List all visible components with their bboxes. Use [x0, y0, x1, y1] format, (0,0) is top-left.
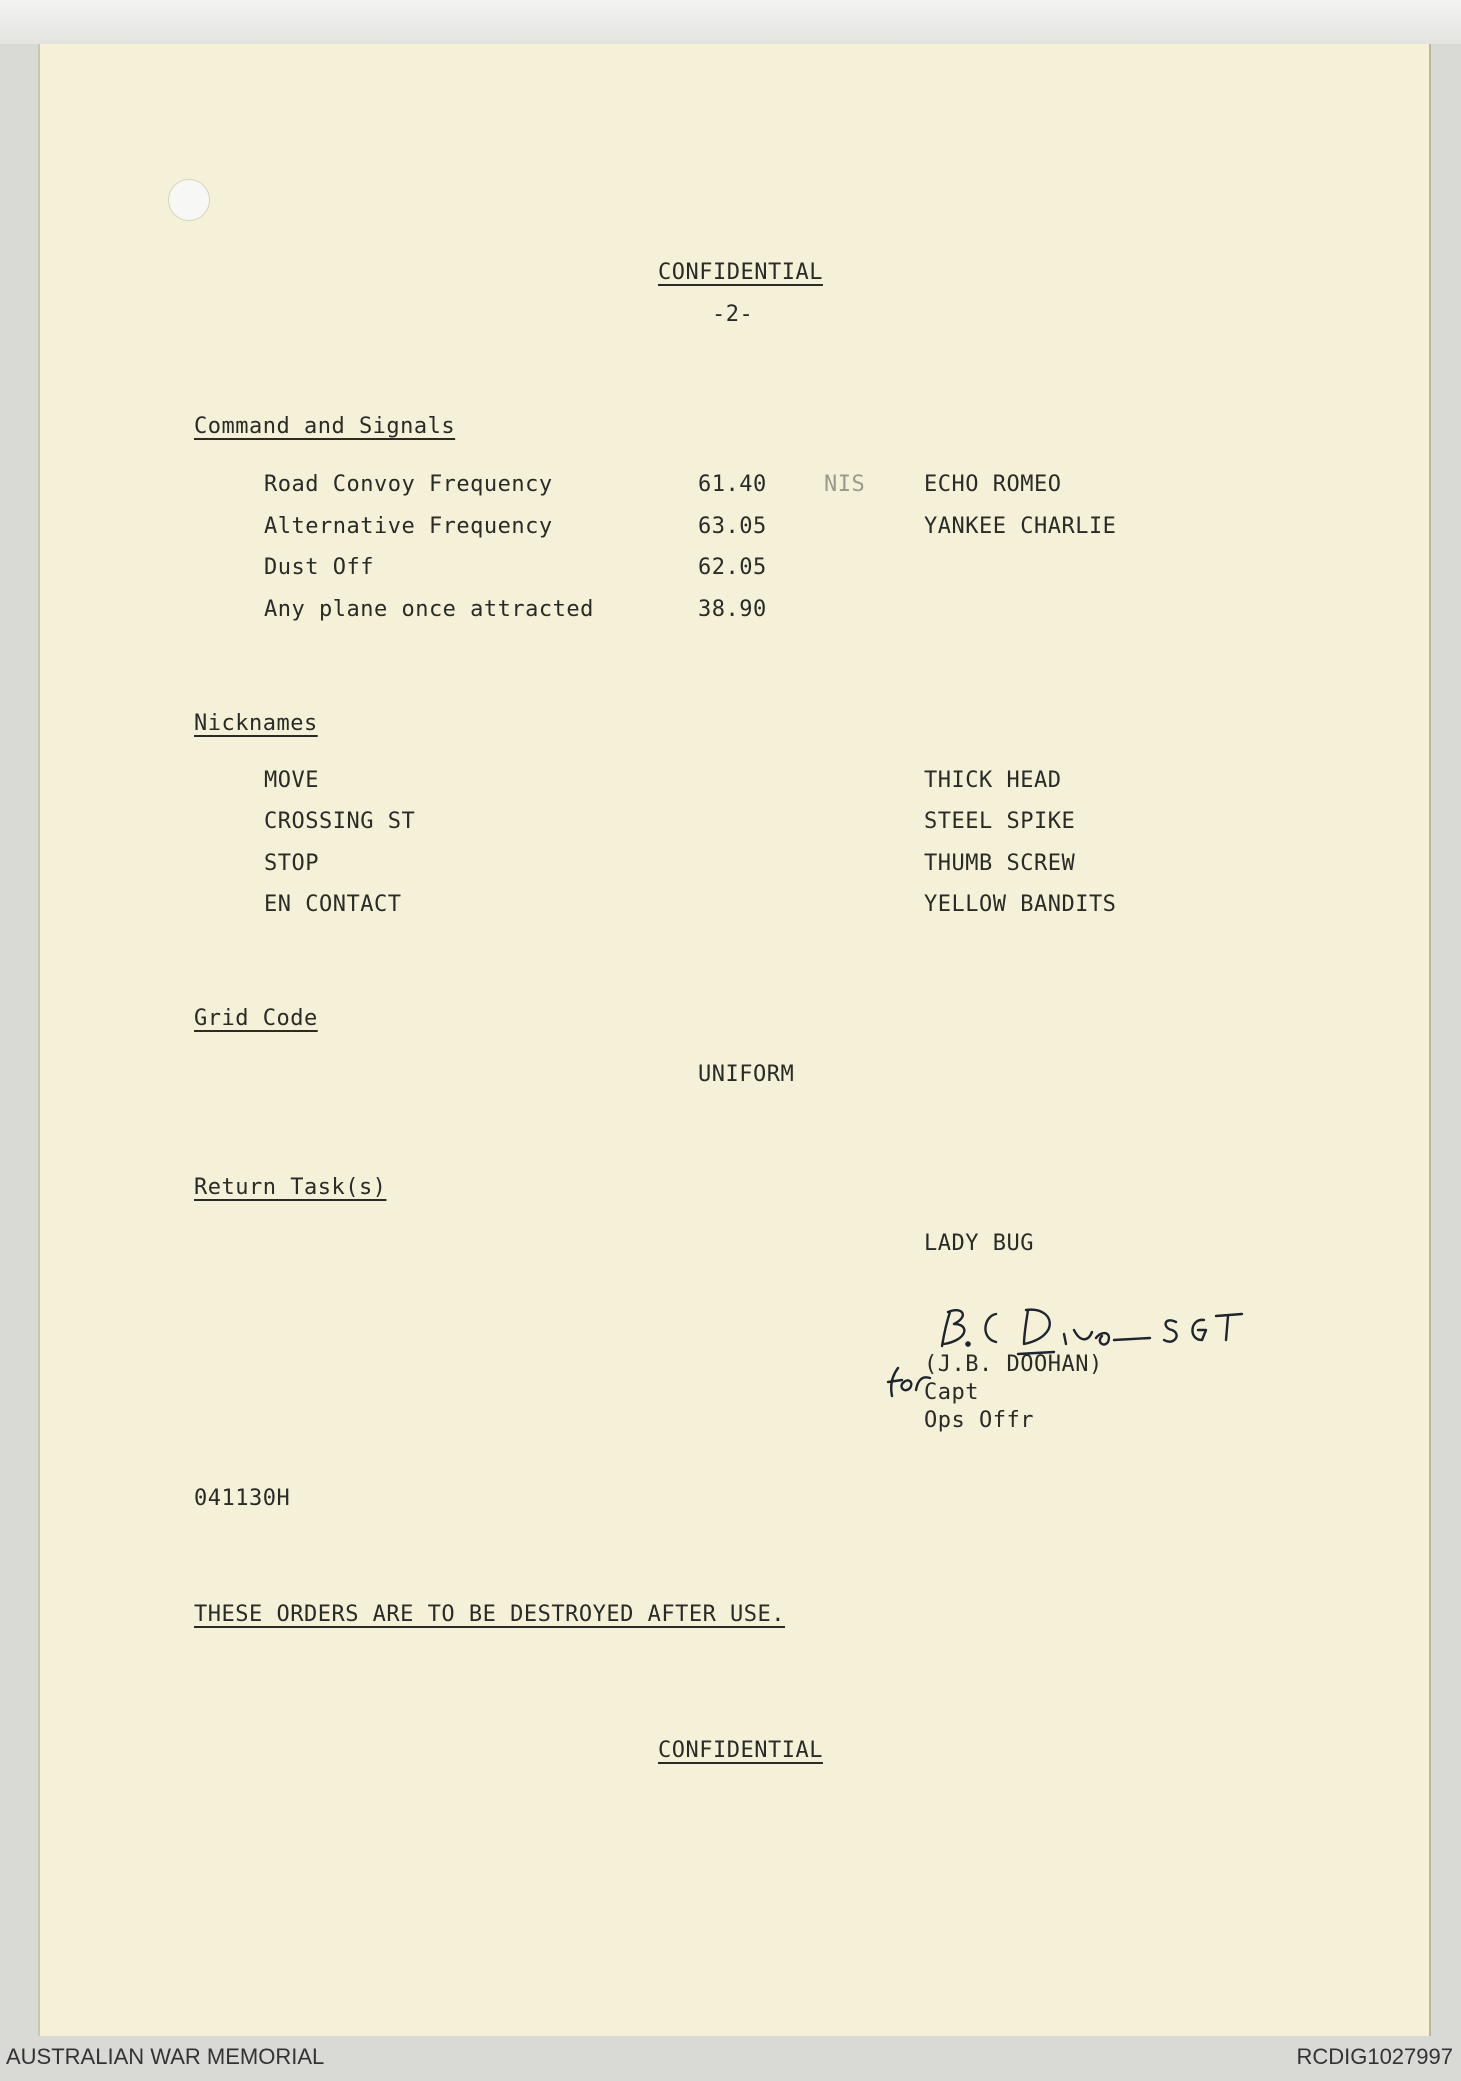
section-heading-return-tasks: Return Task(s)	[194, 1175, 387, 1200]
signal-frequency: 62.05	[698, 555, 767, 580]
destroy-warning: THESE ORDERS ARE TO BE DESTROYED AFTER USE.	[194, 1602, 786, 1627]
return-task-value: LADY BUG	[924, 1231, 1034, 1256]
archive-credit: AUSTRALIAN WAR MEMORIAL	[6, 2044, 325, 2069]
signal-label: Alternative Frequency	[264, 514, 553, 539]
page-number: -2-	[712, 302, 754, 327]
grid-code-value: UNIFORM	[698, 1062, 795, 1087]
signal-frequency: 63.05	[698, 514, 767, 539]
archive-id: RCDIG1027997	[1296, 2044, 1453, 2069]
header-classification: CONFIDENTIAL	[658, 260, 823, 285]
signal-label: Dust Off	[264, 555, 374, 580]
nickname-code: THUMB SCREW	[924, 851, 1076, 876]
signal-label: Any plane once attracted	[264, 597, 594, 622]
signal-frequency: 38.90	[698, 597, 767, 622]
nickname-code: THICK HEAD	[924, 768, 1062, 793]
punch-hole	[168, 179, 210, 221]
signal-label: Road Convoy Frequency	[264, 472, 553, 497]
nickname-term: CROSSING ST	[264, 809, 416, 834]
nickname-code: STEEL SPIKE	[924, 809, 1076, 834]
signal-callsign: YANKEE CHARLIE	[924, 514, 1117, 539]
signatory-role: Ops Offr	[924, 1408, 1034, 1433]
nickname-term: MOVE	[264, 768, 319, 793]
signal-note: NIS	[824, 472, 866, 497]
signatory-name: (J.B. DOOHAN)	[924, 1352, 1103, 1377]
section-heading-command-signals: Command and Signals	[194, 414, 456, 439]
signal-callsign: ECHO ROMEO	[924, 472, 1062, 497]
nickname-code: YELLOW BANDITS	[924, 892, 1117, 917]
nickname-term: EN CONTACT	[264, 892, 402, 917]
nickname-term: STOP	[264, 851, 319, 876]
scan-top-strip	[0, 0, 1461, 44]
signal-frequency: 61.40	[698, 472, 767, 497]
signatory-rank: Capt	[924, 1380, 979, 1405]
section-heading-nicknames: Nicknames	[194, 711, 318, 736]
section-heading-grid-code: Grid Code	[194, 1006, 318, 1031]
date-time-group: 041130H	[194, 1486, 291, 1511]
footer-classification: CONFIDENTIAL	[658, 1738, 823, 1763]
document-page	[38, 44, 1431, 2036]
